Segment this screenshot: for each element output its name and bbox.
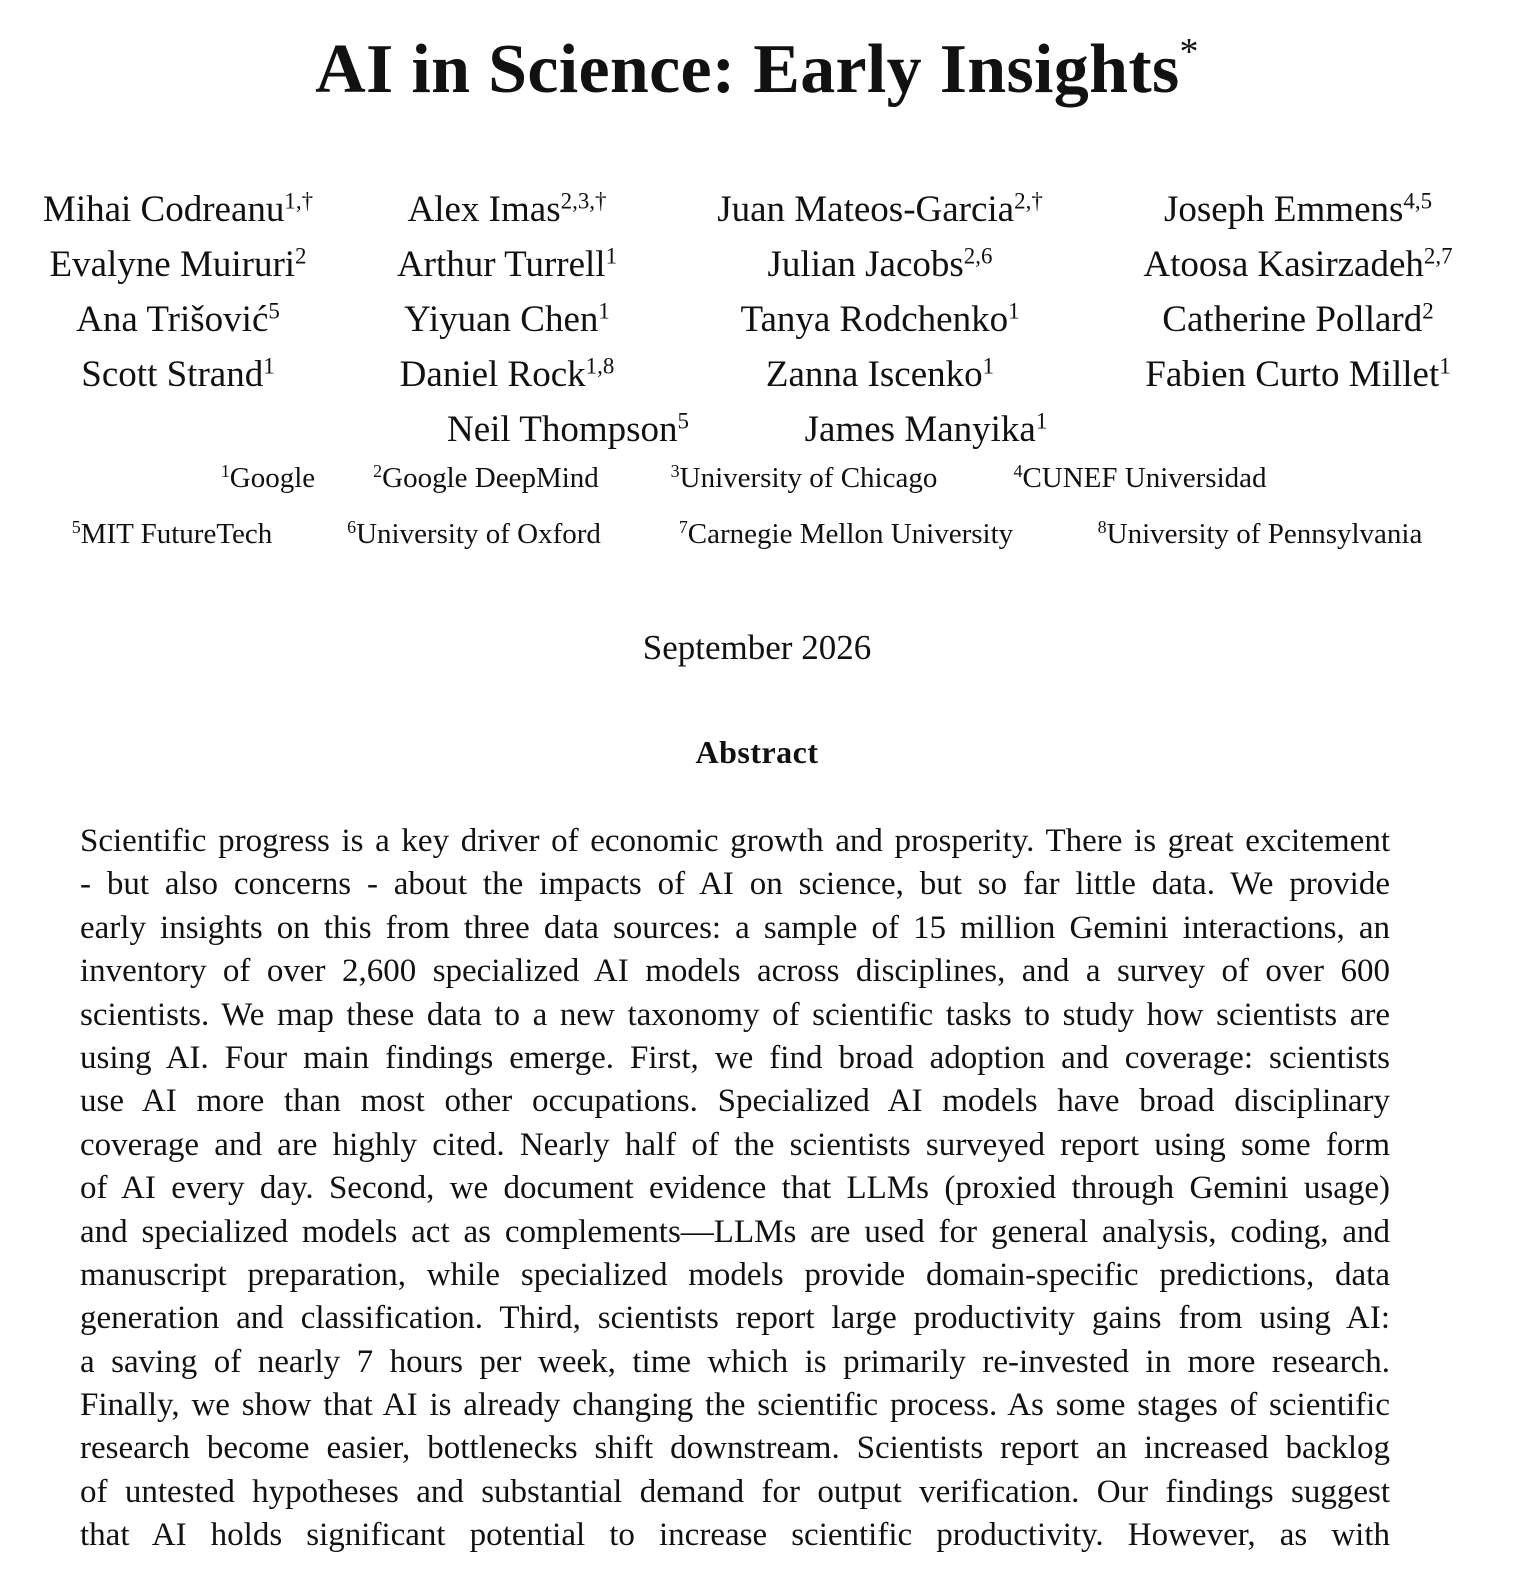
author-row	[0, 186, 1514, 241]
abstract-line: Finally, we show that AI is already changing the scientific process. As some stages of scientific	[80, 1387, 1390, 1424]
affiliation-list	[0, 458, 1514, 570]
affiliation-number: 2	[373, 461, 383, 482]
affiliation	[347, 514, 601, 554]
author-affiliation-mark: 5	[268, 298, 280, 324]
author-row	[0, 296, 1514, 351]
author-name-text: Daniel Rock	[399, 354, 586, 395]
affiliation-number: 4	[1013, 461, 1023, 482]
author-name-text: Mihai Codreanu	[42, 189, 285, 230]
abstract-line: of untested hypotheses and substantial demand for output verification. Our findings suggest	[80, 1473, 1390, 1510]
affiliation-name: Carnegie Mellon University	[687, 518, 1014, 550]
abstract-line: coverage and are highly cited. Nearly half of the scientists surveyed report using some form	[80, 1126, 1390, 1163]
abstract-line: inventory of over 2,600 specialized AI models across disciplines, and a survey of over 600	[80, 953, 1390, 990]
abstract-line: Scientific progress is a key driver of economic growth and prosperity. There is great excitement	[80, 823, 1390, 859]
affiliation-row	[0, 458, 1514, 514]
affiliation	[1013, 458, 1266, 498]
author-affiliation-mark: 1	[263, 353, 275, 379]
author-name-text: Yiyuan Chen	[404, 299, 599, 340]
author-list	[0, 186, 1514, 461]
abstract-line: early insights on this from three data sources: a sample of 15 million Gemini interactions, an	[80, 909, 1390, 946]
author-name-text: Juan Mateos-Garcia	[717, 189, 1015, 230]
author-affiliation-mark: 1	[605, 243, 618, 269]
author-name	[400, 351, 615, 399]
author-affiliation-mark: 1	[1008, 298, 1020, 324]
publication-date: September 2026	[642, 628, 872, 667]
author-affiliation-mark: 4,5	[1403, 188, 1433, 214]
abstract-line: - but also concerns - about the impacts of AI on science, but so far little data. We provide	[80, 866, 1390, 903]
affiliation-number: 1	[220, 461, 230, 482]
author-name	[76, 296, 280, 344]
author-name	[404, 296, 610, 344]
abstract-line: manuscript preparation, while specialized models provide domain-specific predictions, data	[80, 1256, 1390, 1293]
author-row	[0, 241, 1514, 296]
affiliation	[679, 514, 1013, 554]
author-name-text: Joseph Emmens	[1163, 189, 1404, 230]
author-name	[1164, 186, 1432, 234]
affiliation-name: Google	[229, 462, 316, 494]
author-name	[1162, 296, 1433, 344]
author-name	[768, 241, 993, 289]
affiliation-number: 6	[347, 517, 357, 538]
author-affiliation-mark: 1	[598, 298, 610, 324]
abstract-line: scientists. We map these data to a new taxonomy of scientific tasks to study how scientists are	[80, 996, 1390, 1033]
author-affiliation-mark: 2	[1422, 298, 1434, 324]
author-affiliation-mark: 2,†	[1014, 188, 1043, 214]
author-name	[49, 241, 306, 289]
affiliation-name: Google DeepMind	[382, 462, 599, 494]
paper-title	[0, 28, 1514, 112]
author-name-text: Atoosa Kasirzadeh	[1143, 244, 1424, 285]
author-row	[0, 351, 1514, 406]
affiliation	[373, 458, 599, 498]
author-row	[0, 406, 1514, 461]
author-affiliation-mark: 1	[1439, 353, 1451, 379]
author-name-text: Alex Imas	[407, 189, 561, 230]
author-name-text: Tanya Rodchenko	[740, 299, 1009, 340]
author-name	[43, 186, 313, 234]
author-name	[1143, 241, 1452, 289]
abstract-line: a saving of nearly 7 hours per week, time which is primarily re-invested in more research.	[80, 1343, 1390, 1380]
affiliation-number: 7	[678, 517, 688, 538]
author-name	[717, 186, 1043, 234]
author-name-text: Fabien Curto Millet	[1145, 354, 1440, 395]
affiliation-name: University of Pennsylvania	[1106, 518, 1423, 550]
author-name	[805, 406, 1048, 454]
author-name-text: Neil Thompson	[446, 409, 678, 450]
author-name-text: Ana Trišović	[76, 299, 269, 340]
affiliation-name: CUNEF Universidad	[1022, 462, 1267, 494]
author-name	[447, 406, 689, 454]
author-name	[408, 186, 607, 234]
abstract-line: of AI every day. Second, we document evidence that LLMs (proxied through Gemini usage)	[80, 1170, 1390, 1207]
author-affiliation-mark: 2,3,†	[560, 188, 607, 214]
author-name-text: James Manyika	[804, 409, 1036, 450]
affiliation	[72, 514, 273, 554]
abstract-line: generation and classification. Third, scientists report large productivity gains from using AI:	[80, 1300, 1390, 1337]
author-name	[1145, 351, 1450, 399]
affiliation-row	[0, 514, 1514, 570]
author-affiliation-mark: 1	[982, 353, 995, 379]
author-name-text: Zanna Iscenko	[765, 354, 983, 395]
affiliation-number: 8	[1097, 517, 1107, 538]
abstract-line: use AI more than most other occupations. Specialized AI models have broad disciplinary	[80, 1083, 1390, 1120]
affiliation	[1098, 514, 1423, 554]
author-name-text: Arthur Turrell	[396, 244, 606, 285]
author-affiliation-mark: 2	[295, 243, 307, 269]
abstract-heading: Abstract	[695, 734, 819, 770]
author-affiliation-mark: 5	[677, 408, 690, 434]
author-name	[740, 296, 1019, 344]
affiliation-name: MIT FutureTech	[80, 518, 273, 550]
author-affiliation-mark: 1,8	[585, 353, 615, 379]
affiliation	[221, 458, 315, 498]
author-name-text: Evalyne Muiruri	[49, 244, 296, 285]
author-name	[397, 241, 617, 289]
author-name-text: Catherine Pollard	[1162, 299, 1423, 340]
title-footnote-mark: *	[1179, 31, 1199, 73]
affiliation-number: 3	[670, 461, 680, 482]
author-name	[766, 351, 994, 399]
affiliation-name: University of Chicago	[679, 462, 938, 494]
abstract-line: and specialized models act as complements—LLMs are used for general analysis, coding, and	[80, 1213, 1390, 1250]
author-affiliation-mark: 1	[1035, 408, 1048, 434]
affiliation	[671, 458, 938, 498]
author-name-text: Julian Jacobs	[767, 244, 964, 285]
abstract-line: that AI holds significant potential to increase scientific productivity. However, as with	[80, 1517, 1390, 1554]
author-affiliation-mark: 2,6	[963, 243, 993, 269]
abstract-body	[80, 820, 1390, 1558]
author-name-text: Scott Strand	[81, 354, 264, 395]
affiliation-name: University of Oxford	[356, 518, 601, 550]
author-name	[81, 351, 274, 399]
abstract-line: research become easier, bottlenecks shift downstream. Scientists report an increased backlog	[80, 1430, 1390, 1467]
affiliation-number: 5	[71, 517, 81, 538]
author-affiliation-mark: 1,†	[284, 188, 314, 214]
title-text: AI in Science: Early Insights	[315, 31, 1180, 108]
abstract-line: using AI. Four main findings emerge. First, we find broad adoption and coverage: scientists	[80, 1039, 1390, 1076]
author-affiliation-mark: 2,7	[1423, 243, 1453, 269]
